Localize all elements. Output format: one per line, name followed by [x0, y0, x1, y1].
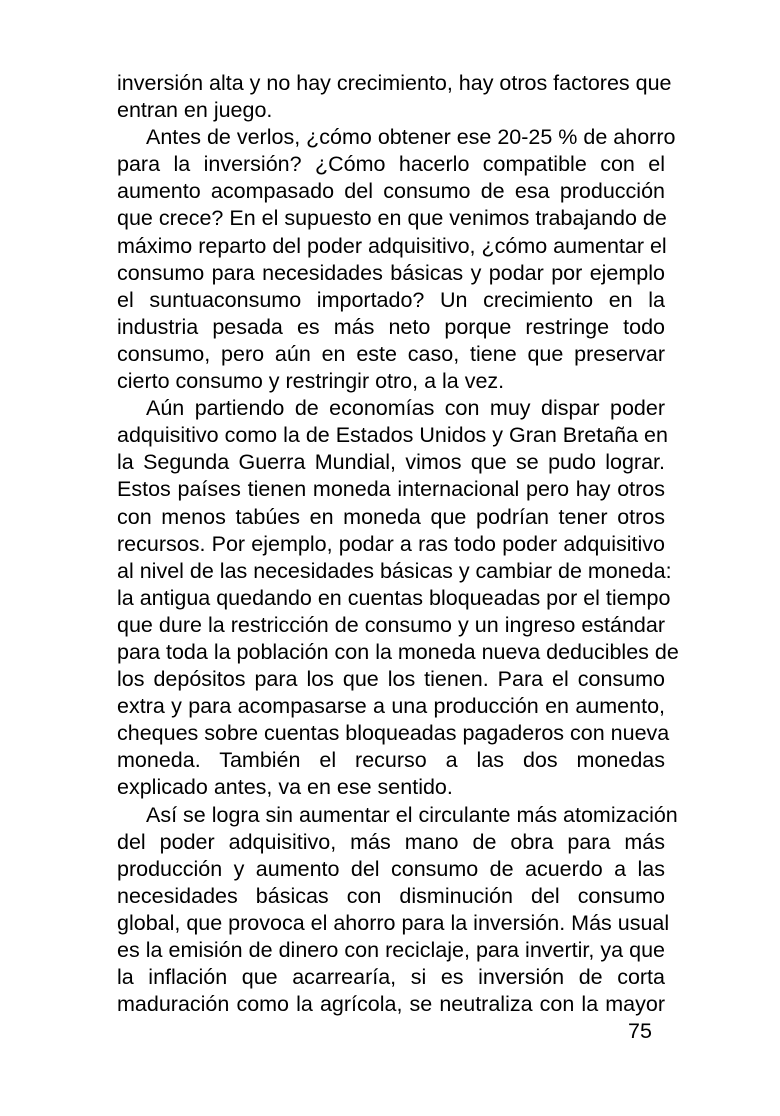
text-line: los depósitos para los que los tienen. Para el consumo [117, 667, 665, 692]
text-line: extra y para acompasarse a una producción en aumento, [117, 694, 665, 719]
text-line: producción y aumento del consumo de acuerdo a las [117, 856, 665, 881]
text-line: del poder adquisitivo, más mano de obra para más [117, 829, 665, 854]
text-line: la Segunda Guerra Mundial, vimos que se pudo lograr. [117, 450, 665, 475]
text-line: la antigua quedando en cuentas bloqueadas por el tiempo [117, 585, 671, 610]
text-line: cheques sobre cuentas bloqueadas pagaderos con nueva [117, 721, 670, 746]
paragraph-start-line: Así se logra sin aumentar el circulante más atomización [146, 802, 678, 827]
text-line: consumo para necesidades básicas y podar por ejemplo [117, 260, 665, 285]
text-line: que crece? En el supuesto en que venimos trabajando de [117, 206, 667, 231]
text-line: cierto consumo y restringir otro, a la vez. [117, 369, 505, 394]
text-line: moneda. También el recurso a las dos monedas [117, 748, 665, 773]
text-line: recursos. Por ejemplo, podar a ras todo poder adquisitivo [117, 531, 665, 556]
body-text [117, 70, 679, 1018]
text-line: para la inversión? ¿Cómo hacerlo compatible con el [117, 152, 665, 177]
text-line: necesidades básicas con disminución del consumo [117, 883, 665, 908]
text-line: es la emisión de dinero con reciclaje, para invertir, ya que [117, 938, 665, 962]
text-line: maduración como la agrícola, se neutraliza con la mayor [117, 992, 665, 1017]
text-line: aumento acompasado del consumo de esa producción [117, 179, 665, 204]
text-line: al nivel de las necesidades básicas y cambiar de moneda: [117, 558, 672, 583]
text-line: adquisitivo como la de Estados Unidos y Gran Bretaña en [117, 423, 668, 448]
paragraph-start-line: Aún partiendo de economías con muy dispar poder [146, 396, 665, 421]
text-line: inversión alta y no hay crecimiento, hay otros factores que [117, 71, 672, 95]
text-line: que dure la restricción de consumo y un ingreso estándar [117, 612, 665, 637]
text-line: máximo reparto del poder adquisitivo, ¿cómo aumentar el [117, 233, 667, 258]
text-line: para toda la población con la moneda nueva deducibles de [117, 639, 679, 664]
text-line: explicado antes, va en ese sentido. [117, 775, 453, 800]
paragraph-start-line: Antes de verlos, ¿cómo obtener ese 20-25 % de ahorro [146, 125, 676, 150]
text-line: con menos tabúes en moneda que podrían tener otros [117, 504, 665, 529]
text-line: global, que provoca el ahorro para la inversión. Más usual [117, 910, 670, 935]
text-line: Estos países tienen moneda internacional pero hay otros [117, 477, 665, 502]
text-line: la inflación que acarrearía, si es inversión de corta [117, 965, 665, 990]
page-number: 75 [628, 1019, 652, 1043]
text-line: el suntuaconsumo importado? Un crecimiento en la [117, 287, 665, 312]
text-line: consumo, pero aún en este caso, tiene que preservar [117, 341, 665, 366]
text-line: entran en juego. [117, 98, 273, 123]
text-line: industria pesada es más neto porque restringe todo [117, 314, 665, 339]
